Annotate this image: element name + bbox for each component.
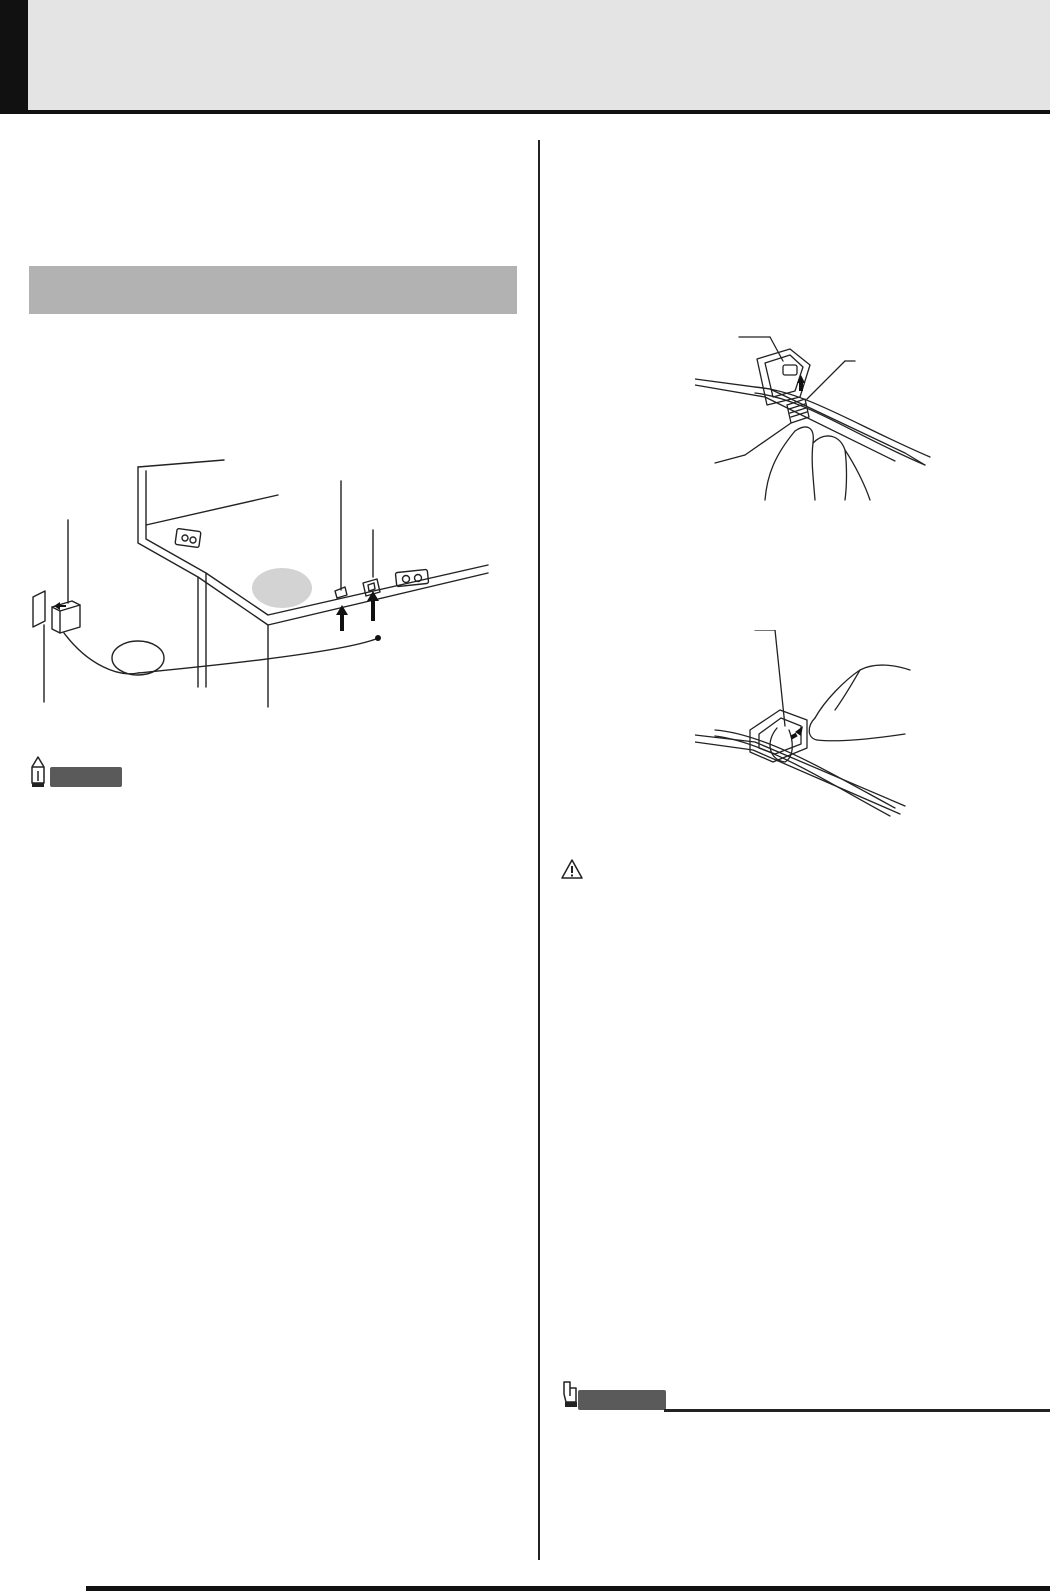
note-badge — [50, 767, 122, 787]
cord-hook-secure-figure — [695, 630, 915, 825]
pencil-icon — [28, 755, 48, 789]
adaptor-connection-figure — [28, 455, 508, 715]
important-badge — [578, 1390, 666, 1410]
column-divider — [538, 140, 540, 1560]
cord-hook-insert-figure — [695, 335, 935, 510]
page-header — [0, 0, 1050, 113]
important-rule — [664, 1409, 1050, 1412]
section-heading-bar — [29, 266, 517, 314]
footer-rule — [86, 1586, 1050, 1591]
warning-triangle-icon — [561, 859, 583, 879]
header-rule — [0, 110, 1050, 114]
chapter-tab — [0, 0, 28, 113]
